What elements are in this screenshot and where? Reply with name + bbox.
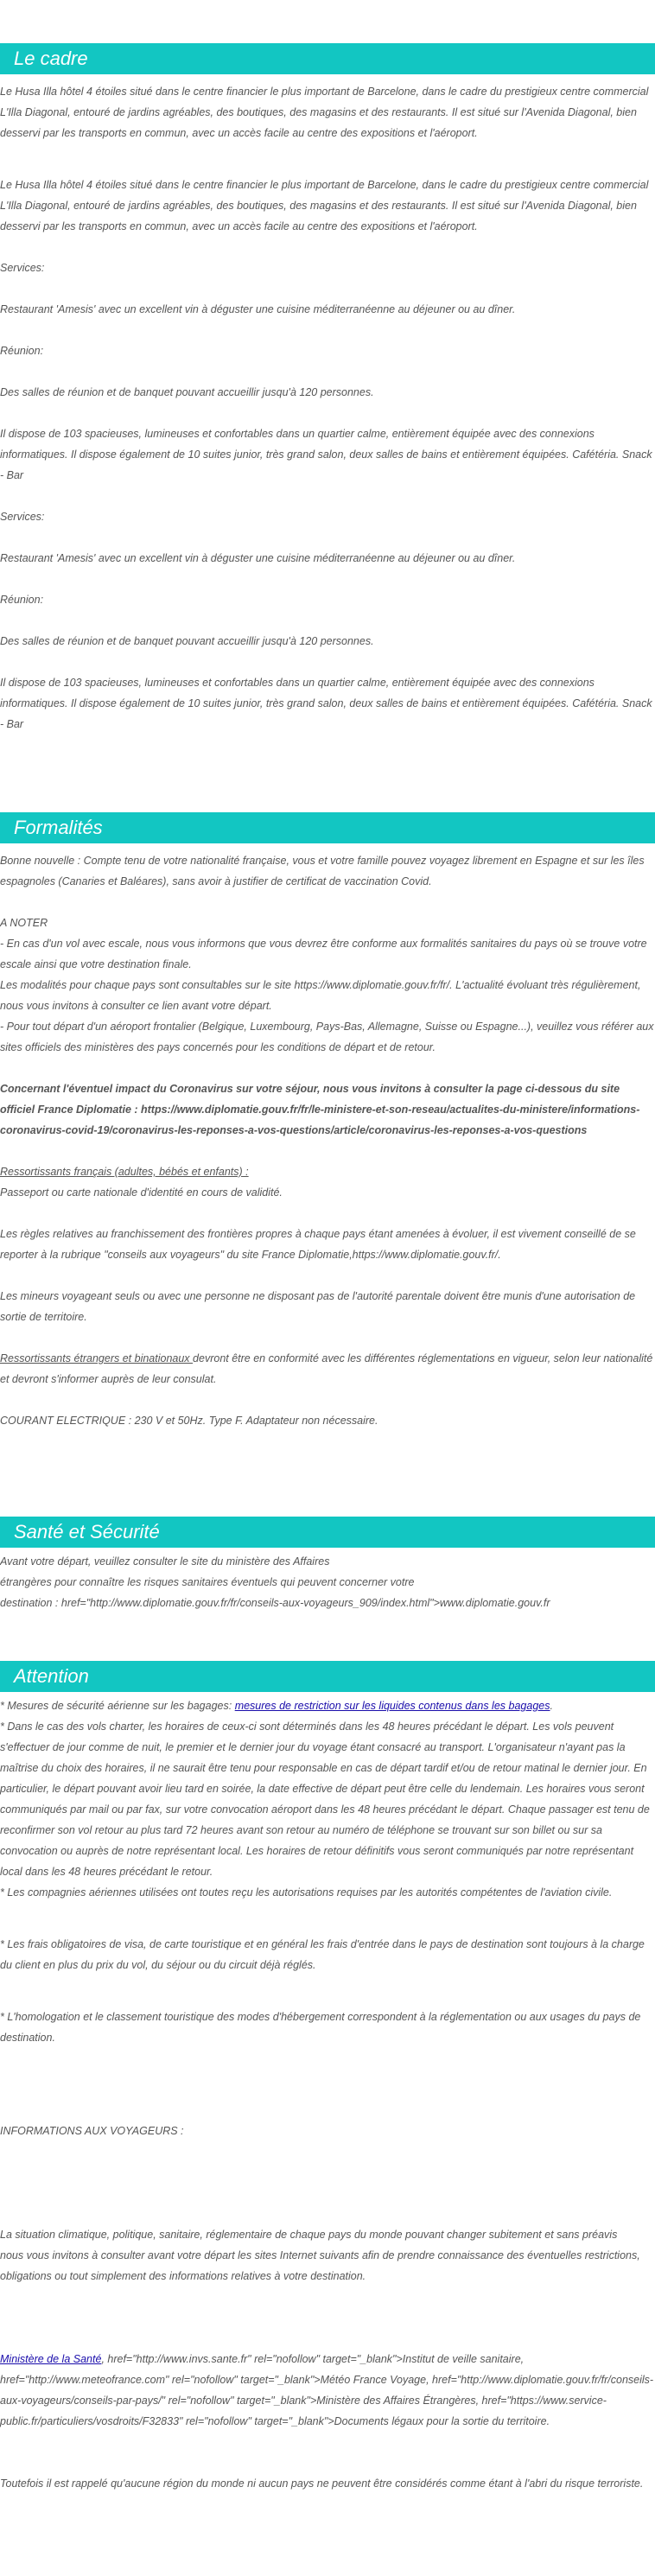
- cadre-reunion-label-2: Réunion:: [0, 594, 44, 606]
- terrorisme-notice: Toutefois il est rappelé qu'aucune région du monde ni aucun pays ne peuvent être considérés comme étant à l'abri du risque terroriste.: [0, 2477, 644, 2490]
- cadre-services-label-2: Services:: [0, 511, 45, 523]
- charters-notice: * Dans le cas des vols charter, les horaires de ceux-ci sont déterminés dans les 48 heures précédant le départ. Les vols peuvent s'effectuer de jour comme de nuit, le premier et le dernier jour du voyage étant consacré au transport. L'organisateur n'ayant pas la maîtrise du choix des horaires, il ne saurait être tenu pour responsable en cas de départ tardif et/ou de retour matinal le dernier jour. En particulier, le départ pouvant avoir lieu tard en soirée, la date effective de départ peut être celle du lendemain. Les horaires vous seront communiqués par mail ou par fax, sur votre convocation aéroport dans les 48 heures précédant le départ. Chaque passager est tenu de reconfirmer son vol retour au plus tard 72 heures avant son retour au numéro de téléphone se trouvant sur son billet ou sur sa convocation ou auprès de notre représentant local. Les horaires de retour définitifs vous seront communiqués par notre représentant local dans les 48 heures précédant le retour.: [0, 1721, 650, 1878]
- attention-section: [0, 1661, 655, 2494]
- sante-line-1: Avant votre départ, veuillez consulter le site du ministère des Affaires: [0, 1555, 330, 1568]
- anoter-escale: - En cas d'un vol avec escale, nous vous informons que vous devrez être conforme aux formalités sanitaires du pays où se trouve votre escale ainsi que votre destination finale.: [0, 938, 647, 970]
- cadre-section: [0, 43, 655, 735]
- sante-section: [0, 1517, 655, 1613]
- attention-title: Attention: [0, 1661, 655, 1692]
- ressortissants-fr-text: Passeport ou carte nationale d'identité en cours de validité.: [0, 1186, 283, 1199]
- cadre-reunion-text: Des salles de réunion et de banquet pouvant accueillir jusqu'à 120 personnes.: [0, 386, 374, 398]
- cadre-rooms: Il dispose de 103 spacieuses, lumineuses et confortables dans un quartier calme, entièrement équipée avec des connexions informatiques. Il dispose également de 10 suites junior, très grand salon, deux salles de bains et entièrement équipées. Cafétéria. Snack - Bar: [0, 428, 652, 481]
- formalites-title: Formalités: [0, 812, 655, 843]
- bagages-prefix: * Mesures de sécurité aérienne sur les bagages:: [0, 1700, 235, 1712]
- anoter-modalites: Les modalités pour chaque pays sont consultables sur le site https://www.diplomatie.gouv.fr/fr/. L'actualité évoluant très régulièrement, nous vous invitons à consulter ce lien avant votre départ.: [0, 979, 641, 1012]
- cadre-restaurant-2: Restaurant 'Amesis' avec un excellent vin à déguster une cuisine méditerranéenne au déjeuner ou au dîner.: [0, 552, 516, 564]
- liens-utiles-text: , href="http://www.invs.sante.fr" rel="nofollow" target="_blank">Institut de veille sanitaire, href="http://www.meteofrance.com" rel="nofollow" target="_blank">Météo France Voyage, href="http://www.diplomatie.gouv.fr/fr/conseils-aux-voyageurs/conseils-par-pays/" rel="nofollow" target="_blank">Ministère des Affaires Étrangères, href="https://www.service-public.fr/particuliers/vosdroits/F32833" rel="nofollow" target="_blank">Documents légaux pour la sortie du territoire.: [0, 2353, 654, 2427]
- ministere-sante-link[interactable]: Ministère de la Santé: [0, 2353, 102, 2365]
- bagages-notice: [0, 1695, 655, 1716]
- anoter-frontalier: - Pour tout départ d'un aéroport frontalier (Belgique, Luxembourg, Pays-Bas, Allemagne, Suisse ou Espagne...), veuillez vous référer aux sites officiels des ministères des pays concernés pour les conditions de départ et de retour.: [0, 1021, 654, 1053]
- cadre-rooms-2: Il dispose de 103 spacieuses, lumineuses et confortables dans un quartier calme, entièrement équipée avec des connexions informatiques. Il dispose également de 10 suites junior, très grand salon, deux salles de bains et entièrement équipées. Cafétéria. Snack - Bar: [0, 677, 652, 730]
- ressortissants-fr-label: Ressortissants français (adultes, bébés et enfants) :: [0, 1166, 249, 1178]
- cadre-reunion-text-2: Des salles de réunion et de banquet pouvant accueillir jusqu'à 120 personnes.: [0, 635, 374, 647]
- infos-voyageurs-title: INFORMATIONS AUX VOYAGEURS :: [0, 2125, 184, 2137]
- cadre-content: [0, 74, 655, 735]
- etrangers-notice: [0, 1348, 655, 1390]
- sante-line-3: destination : href="http://www.diplomatie.gouv.fr/fr/conseils-aux-voyageurs_909/index.html">www.diplomatie.gouv.fr: [0, 1597, 550, 1609]
- bagages-suffix: .: [550, 1700, 553, 1712]
- cadre-services-label: Services:: [0, 262, 45, 274]
- liquides-restriction-link[interactable]: mesures de restriction sur les liquides contenus dans les bagages: [234, 1700, 550, 1712]
- frais-notice: * Les frais obligatoires de visa, de carte touristique et en général les frais d'entrée dans le pays de destination sont toujours à la charge du client en plus du prix du vol, du séjour ou du circuit déjà réglés.: [0, 1938, 645, 1971]
- regles-frontieres: Les règles relatives au franchissement des frontières propres à chaque pays étant amenées à évoluer, il est vivement conseillé de se reporter à la rubrique "conseils aux voyageurs" du site France Diplomatie,https://www.diplomatie.gouv.fr/.: [0, 1228, 636, 1261]
- etrangers-text: devront être en conformité avec les différentes réglementations en vigueur, selon leur nationalité et devront s'informer auprès de leur consulat.: [0, 1352, 653, 1385]
- homologation-notice: * L'homologation et le classement touristique des modes d'hébergement correspondent à la réglementation ou aux usages du pays de destination.: [0, 2011, 641, 2044]
- situation-line-1: La situation climatique, politique, sanitaire, réglementaire de chaque pays du monde pouvant changer subitement et sans préavis: [0, 2229, 618, 2241]
- formalites-intro: Bonne nouvelle : Compte tenu de votre nationalité française, vous et votre famille pouvez voyagez librement en Espagne et sur les îles espagnoles (Canaries et Baléares), sans avoir à justifier de certificat de vaccination Covid.: [0, 855, 645, 887]
- cadre-paragraph-1: Le Husa Illa hôtel 4 étoiles situé dans le centre financier le plus important de Barcelone, dans le cadre du prestigieux centre commercial L'Illa Diagonal, entouré de jardins agréables, des boutiques, des magasins et des restaurants. Il est situé sur l'Avenida Diagonal, bien desservi par les transports en commun, avec un accès facile au centre des expositions et l'aéroport.: [0, 86, 649, 139]
- cadre-reunion-label: Réunion:: [0, 345, 44, 357]
- courant-electrique: COURANT ELECTRIQUE : 230 V et 50Hz. Type F. Adaptateur non nécessaire.: [0, 1415, 378, 1427]
- cadre-title: Le cadre: [0, 43, 655, 74]
- cadre-paragraph-2: Le Husa Illa hôtel 4 étoiles situé dans le centre financier le plus important de Barcelone, dans le cadre du prestigieux centre commercial L'Illa Diagonal, entouré de jardins agréables, des boutiques, des magasins et des restaurants. Il est situé sur l'Avenida Diagonal, bien desservi par les transports en commun, avec un accès facile au centre des expositions et l'aéroport.: [0, 179, 649, 232]
- mineurs-notice: Les mineurs voyageant seuls ou avec une personne ne disposant pas de l'autorité parentale doivent être munis d'une autorisation de sortie de territoire.: [0, 1290, 636, 1323]
- cadre-restaurant: Restaurant 'Amesis' avec un excellent vin à déguster une cuisine méditerranéenne au déjeuner ou au dîner.: [0, 303, 516, 315]
- formalites-section: [0, 812, 655, 1431]
- compagnies-notice: * Les compagnies aériennes utilisées ont toutes reçu les autorisations requises par les autorités compétentes de l'aviation civile.: [0, 1886, 613, 1899]
- situation-line-2: nous vous invitons à consulter avant votre départ les sites Internet suivants afin de prendre connaissance des éventuelles restrictions, obligations ou tout simplement des informations relatives à votre destination.: [0, 2249, 640, 2282]
- attention-content: [0, 1692, 655, 2494]
- formalites-content: [0, 843, 655, 1431]
- etrangers-label: Ressortissants étrangers et binationaux: [0, 1352, 194, 1364]
- liens-utiles: [0, 2349, 655, 2432]
- anoter-title: A NOTER: [0, 917, 48, 929]
- sante-line-2: étrangères pour connaître les risques sanitaires éventuels qui peuvent concerner votre: [0, 1576, 415, 1588]
- sante-content: [0, 1548, 655, 1613]
- coronavirus-notice: Concernant l'éventuel impact du Coronavirus sur votre séjour, nous vous invitons à consulter la page ci-dessous du site officiel France Diplomatie : https://www.diplomatie.gouv.fr/fr/le-ministere-et-son-reseau/actualites-du-ministere/informations-coronavirus-covid-19/coronavirus-les-reponses-a-vos-questions/article/coronavirus-les-reponses-a-vos-questions: [0, 1083, 640, 1136]
- sante-title: Santé et Sécurité: [0, 1517, 655, 1548]
